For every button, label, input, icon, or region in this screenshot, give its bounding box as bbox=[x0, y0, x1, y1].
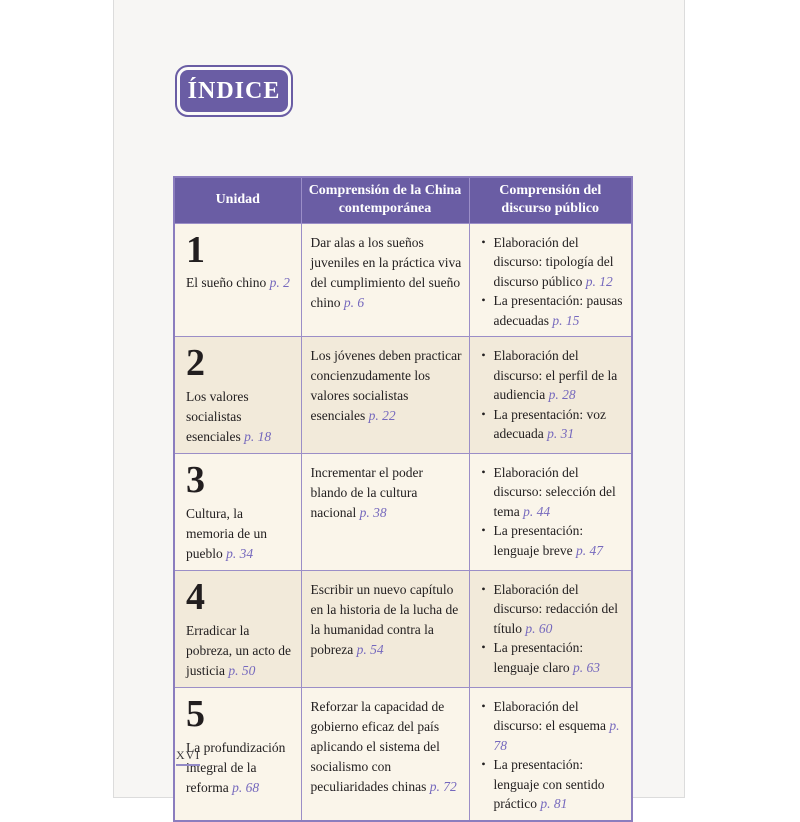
topic-item bbox=[474, 405, 627, 444]
unit-number: 5 bbox=[186, 692, 205, 735]
col-header-china: Comprensión de la China contemporánea bbox=[301, 177, 469, 223]
topic-text bbox=[494, 233, 627, 292]
bullet-icon: • bbox=[481, 234, 486, 249]
topic-text bbox=[494, 697, 627, 756]
bullet-icon: • bbox=[481, 640, 486, 655]
topic-item bbox=[474, 521, 627, 560]
col-header-unidad: Unidad bbox=[174, 177, 301, 223]
unit-number: 1 bbox=[186, 228, 205, 271]
china-summary-text: Escribir un nuevo capítulo en la historia de la lucha de la humanidad contra la pobreza bbox=[310, 581, 459, 657]
table-row bbox=[174, 687, 632, 821]
unit-title-text: Los valores socialistas esenciales bbox=[186, 388, 249, 444]
topic-item bbox=[474, 463, 627, 522]
china-summary-cell bbox=[301, 570, 469, 687]
topic-item bbox=[474, 755, 627, 814]
topics-cell bbox=[469, 223, 632, 337]
unit-cell bbox=[174, 223, 301, 337]
topic-label: Elaboración del discurso: selección del tema bbox=[493, 464, 616, 519]
unit-cell bbox=[174, 453, 301, 570]
topic-item bbox=[474, 291, 627, 330]
topic-item bbox=[474, 638, 627, 677]
topics-cell bbox=[469, 570, 632, 687]
topic-text bbox=[494, 755, 627, 814]
table-header-row bbox=[174, 177, 632, 223]
topic-text bbox=[494, 638, 627, 677]
page-number: XVI bbox=[176, 748, 200, 766]
china-page-ref: p. 38 bbox=[359, 504, 387, 520]
unit-title-text: Erradicar la pobreza, un acto de justicia bbox=[186, 622, 291, 678]
china-summary-text: Dar alas a los sueños juveniles en la práctica viva del cumplimiento del sueño chino bbox=[310, 234, 462, 310]
unit-title bbox=[186, 273, 293, 293]
topic-label: La presentación: lenguaje con sentido práctico bbox=[493, 757, 605, 812]
topic-text bbox=[494, 346, 627, 405]
topics-cell bbox=[469, 687, 632, 821]
table-row bbox=[174, 337, 632, 454]
topics-cell bbox=[469, 453, 632, 570]
bullet-icon: • bbox=[481, 464, 486, 479]
topic-text bbox=[494, 463, 627, 522]
china-summary-cell bbox=[301, 453, 469, 570]
indice-badge bbox=[175, 65, 293, 117]
unit-page-ref: p. 18 bbox=[244, 428, 272, 444]
indice-badge-plate bbox=[180, 70, 288, 112]
unit-page-ref: p. 34 bbox=[226, 545, 254, 561]
topic-label: Elaboración del discurso: el perfil de la audiencia bbox=[493, 348, 618, 402]
unit-cell bbox=[174, 337, 301, 454]
unit-number: 4 bbox=[186, 575, 205, 618]
china-summary-text: Incrementar el poder blando de la cultura nacional bbox=[310, 464, 423, 520]
china-summary-cell bbox=[301, 223, 469, 337]
unit-cell bbox=[174, 570, 301, 687]
topic-label: Elaboración del discurso: tipología del discurso público bbox=[493, 234, 614, 289]
topic-page-ref: p. 81 bbox=[540, 796, 568, 812]
topic-text bbox=[494, 521, 627, 560]
unit-title-text: La profundización integral de la reforma bbox=[186, 739, 286, 795]
bullet-icon: • bbox=[481, 581, 486, 596]
topics-cell bbox=[469, 337, 632, 454]
unit-page-ref: p. 68 bbox=[232, 779, 260, 795]
topic-page-ref: p. 60 bbox=[525, 620, 553, 636]
china-page-ref: p. 72 bbox=[429, 778, 457, 794]
table-row bbox=[174, 453, 632, 570]
topic-item bbox=[474, 346, 627, 405]
table-row bbox=[174, 223, 632, 337]
table-row bbox=[174, 570, 632, 687]
topic-page-ref: p. 31 bbox=[547, 426, 575, 441]
china-summary-cell bbox=[301, 687, 469, 821]
topic-label: Elaboración del discurso: redacción del título bbox=[493, 581, 618, 636]
bullet-icon: • bbox=[481, 698, 486, 713]
topic-page-ref: p. 44 bbox=[523, 503, 551, 519]
bullet-icon: • bbox=[481, 757, 486, 772]
page-footer bbox=[176, 746, 200, 766]
topic-page-ref: p. 28 bbox=[548, 387, 576, 402]
topic-label: La presentación: lenguaje claro bbox=[493, 640, 584, 675]
china-summary-text: Reforzar la capacidad de gobierno eficaz del país aplicando el sistema del socialismo con peculiaridades chinas bbox=[310, 698, 445, 794]
toc-table bbox=[173, 176, 633, 822]
unit-title-text: El sueño chino bbox=[186, 275, 267, 291]
unit-title bbox=[186, 504, 293, 564]
china-page-ref: p. 22 bbox=[368, 408, 396, 423]
unit-title bbox=[186, 621, 293, 681]
topic-label: La presentación: voz adecuada bbox=[493, 406, 606, 441]
topic-item bbox=[474, 697, 627, 756]
topic-label: La presentación: pausas adecuadas bbox=[493, 293, 623, 328]
col-header-discurso: Comprensión del discurso público bbox=[469, 177, 632, 223]
unit-page-ref: p. 50 bbox=[228, 662, 256, 678]
topic-page-ref: p. 15 bbox=[552, 312, 580, 328]
page-title: ÍNDICE bbox=[187, 77, 281, 104]
bullet-icon: • bbox=[481, 523, 486, 538]
unit-page-ref: p. 2 bbox=[269, 275, 290, 291]
topic-item bbox=[474, 580, 627, 639]
china-summary-cell bbox=[301, 337, 469, 454]
topic-label: Elaboración del discurso: el esquema bbox=[493, 698, 606, 734]
china-page-ref: p. 54 bbox=[356, 641, 384, 657]
bullet-icon: • bbox=[481, 293, 486, 307]
bullet-icon: • bbox=[481, 406, 486, 421]
topic-label: La presentación: lenguaje breve bbox=[493, 523, 584, 558]
topic-text bbox=[494, 405, 627, 444]
topic-text bbox=[494, 580, 627, 639]
unit-title-text: Cultura, la memoria de un pueblo bbox=[186, 505, 267, 561]
topic-page-ref: p. 78 bbox=[493, 718, 620, 753]
topic-page-ref: p. 47 bbox=[575, 542, 603, 558]
bullet-icon: • bbox=[481, 348, 486, 362]
unit-number: 2 bbox=[186, 342, 205, 384]
unit-title bbox=[186, 387, 293, 447]
topic-page-ref: p. 12 bbox=[585, 273, 613, 289]
unit-title bbox=[186, 738, 293, 798]
topic-page-ref: p. 63 bbox=[572, 659, 600, 675]
topic-text bbox=[494, 291, 627, 330]
unit-number: 3 bbox=[186, 458, 205, 501]
china-page-ref: p. 6 bbox=[343, 294, 365, 310]
china-summary-text: Los jóvenes deben practicar concienzudamente los valores socialistas esenciales bbox=[310, 348, 462, 423]
book-page bbox=[113, 0, 685, 812]
topic-item bbox=[474, 233, 627, 292]
